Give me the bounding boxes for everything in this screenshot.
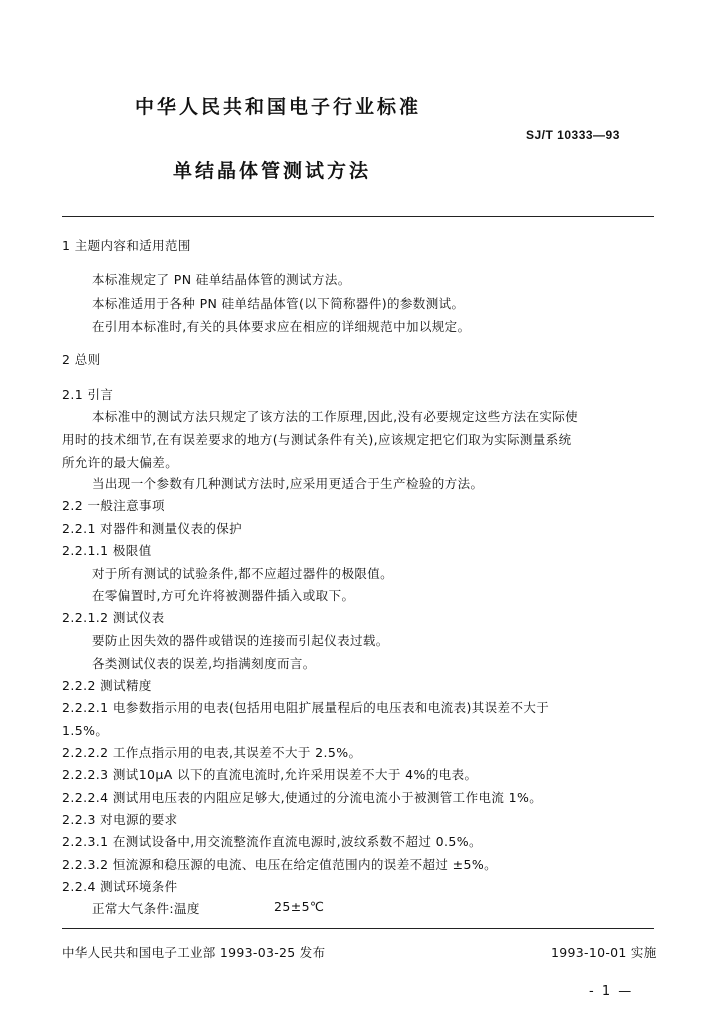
section-2-1-heading: 2.1 引言: [62, 387, 114, 402]
condition-label: 正常大气条件:温度: [92, 901, 200, 916]
effective-date: 1993-10-01 实施: [551, 945, 657, 960]
paragraph: 所允许的最大偏差。: [62, 455, 179, 470]
paragraph: 本标准规定了 PN 硅单结晶体管的测试方法。: [92, 272, 351, 287]
section-2-heading: 2 总则: [62, 352, 101, 367]
paragraph: 对于所有测试的试验条件,都不应超过器件的极限值。: [92, 566, 394, 581]
paragraph: 2.2.3.1 在测试设备中,用交流整流作直流电源时,波纹系数不超过 0.5%。: [62, 834, 482, 849]
paragraph: 1.5%。: [62, 723, 109, 738]
issuer-line: 中华人民共和国电子工业部 1993-03-25 发布: [62, 945, 326, 960]
org-title: 中华人民共和国电子行业标准: [135, 96, 422, 118]
section-2-2-heading: 2.2 一般注意事项: [62, 498, 165, 513]
paragraph: 要防止因失效的器件或错误的连接而引起仪表过载。: [92, 633, 389, 648]
document-title: 单结晶体管测试方法: [173, 160, 372, 182]
paragraph: 2.2.2.4 测试用电压表的内阻应足够大,使通过的分流电流小于被测管工作电流 1%。: [62, 790, 543, 805]
paragraph: 本标准适用于各种 PN 硅单结晶体管(以下简称器件)的参数测试。: [92, 296, 465, 311]
header-divider: [62, 216, 654, 217]
paragraph: 在引用本标准时,有关的具体要求应在相应的详细规范中加以规定。: [92, 319, 471, 334]
section-2-2-1-2-heading: 2.2.1.2 测试仪表: [62, 610, 165, 625]
paragraph: 2.2.2.2 工作点指示用的电表,其误差不大于 2.5%。: [62, 745, 362, 760]
standard-number: SJ/T 10333—93: [526, 128, 620, 142]
paragraph: 本标准中的测试方法只规定了该方法的工作原理,因此,没有必要规定这些方法在实际使: [92, 409, 579, 424]
paragraph: 2.2.2.3 测试10μA 以下的直流电流时,允许采用误差不大于 4%的电表。: [62, 767, 478, 782]
section-1-heading: 1 主题内容和适用范围: [62, 238, 191, 253]
paragraph: 2.2.3.2 恒流源和稳压源的电流、电压在给定值范围内的误差不超过 ±5%。: [62, 857, 498, 872]
footer-divider: [62, 928, 654, 929]
page-number: - 1 —: [589, 984, 634, 999]
paragraph: 在零偏置时,方可允许将被测器件插入或取下。: [92, 588, 355, 603]
section-2-2-3-heading: 2.2.3 对电源的要求: [62, 812, 178, 827]
section-2-2-1-1-heading: 2.2.1.1 极限值: [62, 543, 152, 558]
section-2-2-2-heading: 2.2.2 测试精度: [62, 678, 152, 693]
section-2-2-1-heading: 2.2.1 对器件和测量仪表的保护: [62, 521, 243, 536]
paragraph: 用时的技术细节,在有误差要求的地方(与测试条件有关),应该规定把它们取为实际测量系统: [62, 432, 572, 447]
paragraph: 2.2.2.1 电参数指示用的电表(包括用电阻扩展量程后的电压表和电流表)其误差不大于: [62, 700, 550, 715]
paragraph: 各类测试仪表的误差,均指满刻度而言。: [92, 656, 316, 671]
paragraph: 当出现一个参数有几种测试方法时,应采用更适合于生产检验的方法。: [92, 476, 484, 491]
section-2-2-4-heading: 2.2.4 测试环境条件: [62, 879, 178, 894]
condition-value: 25±5℃: [274, 899, 325, 914]
